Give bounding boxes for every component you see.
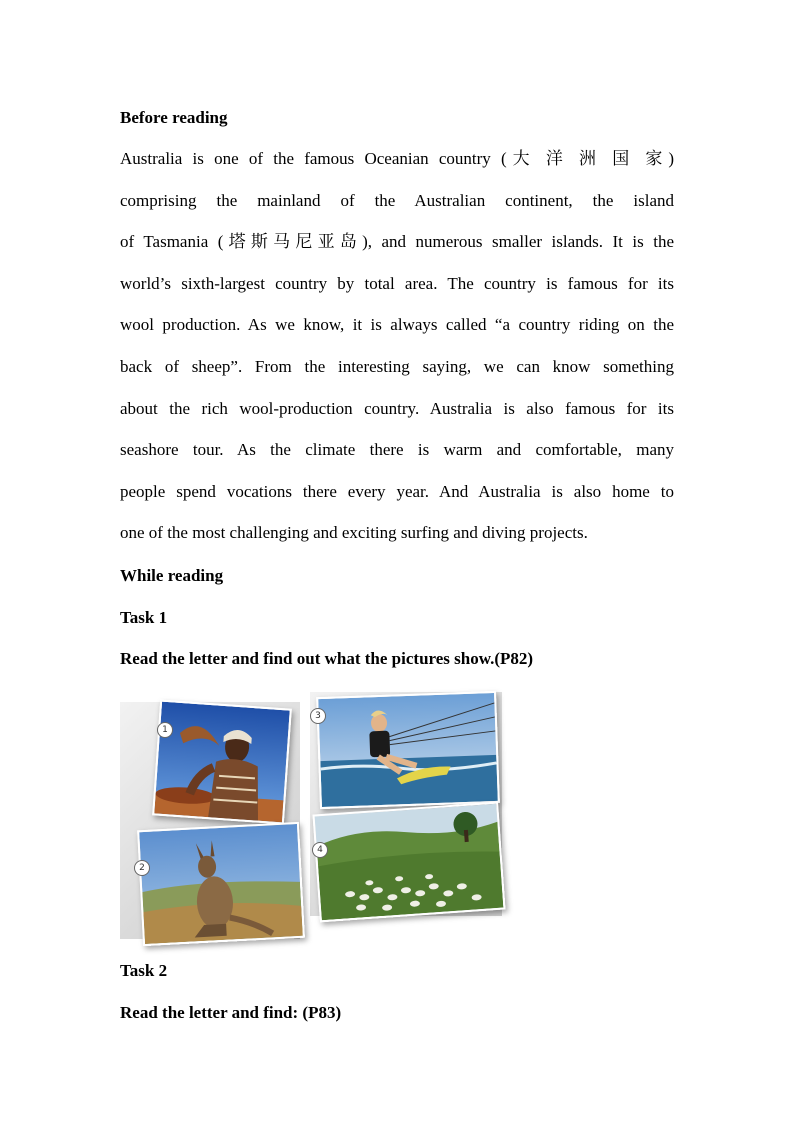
task1-instruction: Read the letter and find out what the pictures show.(P82)	[120, 649, 534, 668]
before-reading-heading: Before reading	[120, 108, 228, 127]
while-reading-heading: While reading	[120, 566, 224, 585]
kitesurfer-photo	[316, 691, 500, 809]
paragraph-line: wool production. As we know, it is always called “a country riding on the	[120, 315, 674, 335]
paragraph-line: of Tasmania (塔斯马尼亚岛), and numerous smaller islands. It is the	[120, 232, 674, 252]
kitesurfer-icon	[318, 693, 498, 807]
paragraph-line: seashore tour. As the climate there is warm and comfortable, many	[120, 440, 674, 460]
paragraph-line: about the rich wool-production country. Australia is also famous for its	[120, 398, 674, 418]
picture-collage	[120, 692, 502, 939]
aboriginal-man-photo	[152, 700, 292, 825]
paragraph-line: world’s sixth-largest country by total area. The country is famous for its	[120, 273, 674, 293]
sheep-in-pasture-icon	[315, 804, 504, 920]
task1-heading: Task 1	[120, 608, 168, 627]
picture-number-badge: 1	[157, 722, 173, 738]
kangaroo-icon	[139, 824, 303, 944]
sheep-pasture-photo	[312, 802, 505, 923]
task2-instruction: Read the letter and find: (P83)	[120, 1003, 342, 1022]
intro-paragraph	[120, 146, 674, 562]
picture-number-badge: 3	[310, 708, 326, 724]
paragraph-line: back of sheep”. From the interesting saying, we can know something	[120, 356, 674, 376]
paragraph-line: Australia is one of the famous Oceanian country (大 洋 洲 国 家)	[120, 149, 674, 168]
paragraph-line: people spend vocations there every year. And Australia is also home to	[120, 481, 674, 501]
aboriginal-man-with-boomerang-icon	[154, 702, 290, 823]
paragraph-line: one of the most challenging and exciting surfing and diving projects.	[120, 523, 588, 543]
kangaroo-photo	[137, 822, 305, 946]
picture-number-badge: 4	[312, 842, 328, 858]
picture-number-badge: 2	[134, 860, 150, 876]
task2-heading: Task 2	[120, 961, 168, 980]
paragraph-line: comprising the mainland of the Australian continent, the island	[120, 190, 674, 210]
